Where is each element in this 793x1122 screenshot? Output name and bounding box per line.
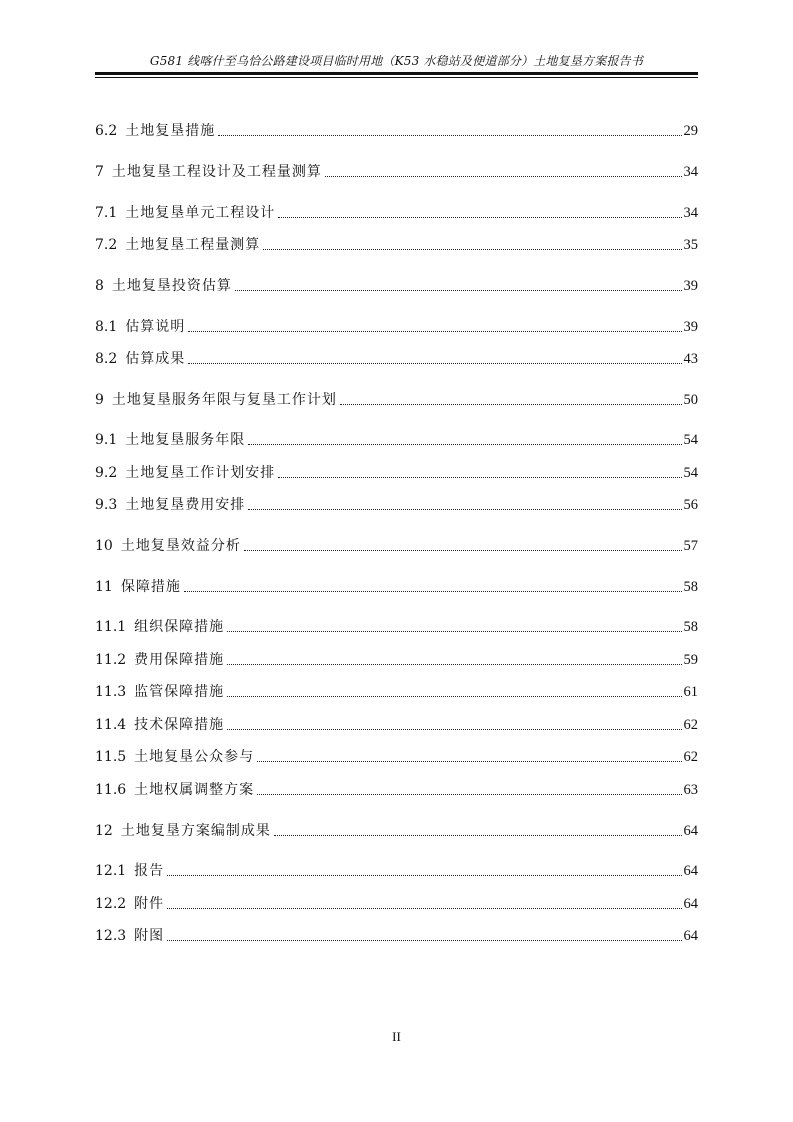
toc-entry-12-1[interactable] (95, 860, 698, 880)
toc-entry-page: 62 (683, 749, 698, 765)
toc-entry-number: 12.2 (95, 896, 127, 912)
toc-entry-11-3[interactable] (95, 681, 698, 701)
toc-entry-12-3[interactable] (95, 925, 698, 945)
toc-entry-number: 9.2 (95, 465, 118, 481)
toc-entry-page: 59 (683, 652, 698, 668)
toc-entry-number: 7.2 (95, 237, 118, 253)
toc-entry-page: 61 (683, 684, 698, 700)
dot-leader (274, 834, 682, 836)
running-header: G581 线喀什至乌恰公路建设项目临时用地（K53 水稳站及便道部分）土地复垦方案报告书 (149, 54, 644, 68)
toc-entry-7-2[interactable] (95, 234, 698, 254)
toc-entry-number: 8 (95, 278, 104, 294)
dot-leader (184, 590, 682, 592)
toc-entry-title: 报告 (134, 863, 165, 879)
dot-leader (167, 939, 681, 941)
toc-entry-page: 50 (683, 392, 698, 408)
toc-entry-page: 29 (683, 123, 698, 139)
toc-entry-number: 10 (95, 538, 113, 554)
toc-entry-number: 11.4 (95, 717, 127, 733)
toc-entry-7-1[interactable] (95, 202, 698, 222)
toc-entry-title: 土地复垦单元工程设计 (125, 205, 276, 221)
dot-leader (244, 549, 682, 551)
toc-entry-title: 附件 (134, 896, 165, 912)
toc-entry-11-2[interactable] (95, 649, 698, 669)
toc-entry-page: 64 (683, 863, 698, 879)
toc-entry-page: 54 (683, 465, 698, 481)
toc-entry-number: 9.3 (95, 497, 118, 513)
toc-entry-page: 34 (683, 164, 698, 180)
dot-leader (227, 663, 681, 665)
dot-leader (218, 134, 681, 136)
toc-entry-title: 土地复垦费用安排 (125, 497, 246, 513)
toc-entry-number: 12.3 (95, 928, 127, 944)
dot-leader (263, 248, 681, 250)
dot-leader (167, 907, 681, 909)
dot-leader (257, 793, 681, 795)
dot-leader (188, 330, 681, 332)
toc-entry-title: 土地复垦效益分析 (120, 538, 241, 554)
toc-entry-title: 土地复垦公众参与 (134, 749, 255, 765)
toc-entry-number: 8.2 (95, 351, 118, 367)
toc-entry-title: 土地权属调整方案 (134, 782, 255, 798)
toc-entry-title: 土地复垦工程设计及工程量测算 (111, 164, 322, 180)
toc-entry-7[interactable] (95, 161, 698, 181)
dot-leader (227, 728, 681, 730)
dot-leader (325, 175, 682, 177)
toc-entry-number: 11.2 (95, 652, 127, 668)
dot-leader (188, 362, 681, 364)
toc-entry-title: 估算成果 (125, 351, 186, 367)
toc-entry-9[interactable] (95, 389, 698, 409)
toc-entry-page: 58 (683, 579, 698, 595)
header-rule-thick (95, 72, 698, 75)
toc-entry-number: 12.1 (95, 863, 127, 879)
dot-leader (167, 874, 681, 876)
page-number: II (392, 1029, 401, 1044)
toc-entry-page: 43 (683, 351, 698, 367)
toc-entry-number: 11.5 (95, 749, 127, 765)
toc-entry-title: 土地复垦服务年限与复垦工作计划 (111, 392, 337, 408)
toc-entry-title: 附图 (134, 928, 165, 944)
toc-entry-8-1[interactable] (95, 316, 698, 336)
dot-leader (227, 630, 681, 632)
toc-entry-number: 11.6 (95, 782, 127, 798)
toc-entry-number: 7.1 (95, 205, 118, 221)
toc-entry-page: 64 (683, 823, 698, 839)
toc-entry-8-2[interactable] (95, 348, 698, 368)
toc-entry-page: 56 (683, 497, 698, 513)
toc-entry-title: 土地复垦投资估算 (111, 278, 232, 294)
toc-entry-11-5[interactable] (95, 746, 698, 766)
toc-entry-page: 54 (683, 432, 698, 448)
toc-entry-page: 57 (683, 538, 698, 554)
toc-entry-6-2[interactable] (95, 120, 698, 140)
toc-entry-11-4[interactable] (95, 714, 698, 734)
toc-entry-title: 保障措施 (120, 579, 181, 595)
dot-leader (227, 695, 681, 697)
toc-entry-8[interactable] (95, 275, 698, 295)
toc-entry-number: 11.3 (95, 684, 127, 700)
toc-entry-11-1[interactable] (95, 616, 698, 636)
toc-entry-number: 12 (95, 823, 113, 839)
toc-entry-12[interactable] (95, 820, 698, 840)
toc-entry-number: 11.1 (95, 619, 127, 635)
dot-leader (235, 289, 682, 291)
toc-entry-title: 土地复垦工程量测算 (125, 237, 261, 253)
toc-entry-9-2[interactable] (95, 462, 698, 482)
toc-entry-page: 64 (683, 896, 698, 912)
toc-entry-page: 62 (683, 717, 698, 733)
toc-entry-page: 63 (683, 782, 698, 798)
toc-entry-page: 39 (683, 319, 698, 335)
toc-entry-title: 估算说明 (125, 319, 186, 335)
toc-entry-page: 58 (683, 619, 698, 635)
toc-entry-title: 费用保障措施 (134, 652, 225, 668)
toc-entry-11[interactable] (95, 576, 698, 596)
toc-entry-title: 土地复垦服务年限 (125, 432, 246, 448)
dot-leader (248, 443, 681, 445)
header-rule-thin (95, 77, 698, 78)
toc-entry-page: 34 (683, 205, 698, 221)
toc-entry-page: 35 (683, 237, 698, 253)
toc-entry-number: 9.1 (95, 432, 118, 448)
toc-entry-10[interactable] (95, 535, 698, 555)
dot-leader (278, 216, 681, 218)
toc-entry-title: 技术保障措施 (134, 717, 225, 733)
toc-entry-title: 土地复垦工作计划安排 (125, 465, 276, 481)
toc-entry-title: 组织保障措施 (134, 619, 225, 635)
dot-leader (278, 476, 681, 478)
toc-entry-11-6[interactable] (95, 779, 698, 799)
toc-entry-9-3[interactable] (95, 494, 698, 514)
toc-entry-page: 64 (683, 928, 698, 944)
toc-entry-title: 监管保障措施 (134, 684, 225, 700)
dot-leader (257, 760, 681, 762)
dot-leader (340, 403, 682, 405)
toc-entry-title: 土地复垦方案编制成果 (120, 823, 271, 839)
toc-entry-title: 土地复垦措施 (125, 123, 216, 139)
toc-entry-number: 9 (95, 392, 104, 408)
toc-entry-12-2[interactable] (95, 893, 698, 913)
toc-entry-9-1[interactable] (95, 429, 698, 449)
toc-entry-number: 11 (95, 579, 113, 595)
toc-entry-number: 6.2 (95, 123, 118, 139)
toc-entry-number: 7 (95, 164, 104, 180)
toc-entry-page: 39 (683, 278, 698, 294)
toc-entry-number: 8.1 (95, 319, 118, 335)
dot-leader (248, 508, 681, 510)
